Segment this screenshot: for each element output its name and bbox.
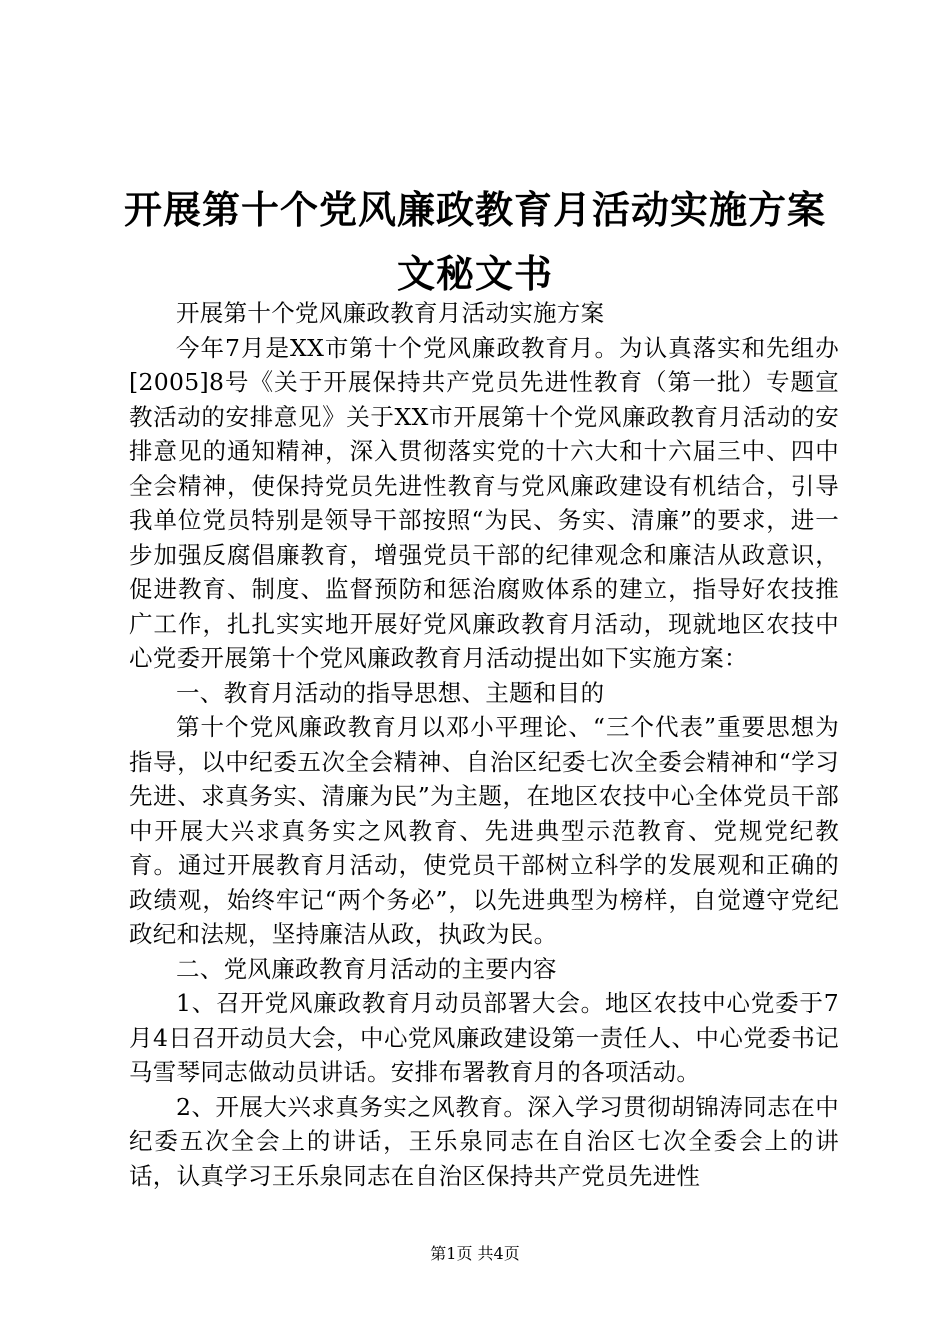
section-heading-2: 二、党风廉政教育月活动的主要内容 bbox=[176, 954, 557, 983]
document-title: 开展第十个党风廉政教育月活动实施方案文秘文书 bbox=[123, 188, 826, 296]
section-heading-1: 一、教育月活动的指导思想、主题和目的 bbox=[176, 678, 605, 707]
page-footer bbox=[0, 1244, 950, 1264]
paragraph-guiding-ideology: 第十个党风廉政教育月以邓小平理论、“三个代表”重要思想为指导，以中纪委五次全会精神、自治区纪委七次全委会精神和“学习先进、求真务实、清廉为民”为主题，在地区农技中心全体党员干部中开展大兴求真务实之风教育、先进典型示范教育、党规党纪教育。通过开展教育月活动，使党员干部树立科学的发展观和正确的政绩观，始终牢记“两个务必”，以先进典型为榜样，自觉遵守党纪政纪和法规，坚持廉洁从政，执政为民。 bbox=[129, 713, 839, 948]
page-number-label: 第1页 共4页 bbox=[430, 1244, 520, 1263]
paragraph-subtitle: 开展第十个党风廉政教育月活动实施方案 bbox=[176, 299, 605, 327]
document-body bbox=[129, 296, 839, 1193]
paragraph-item-2: 2、开展大兴求真务实之风教育。深入学习贯彻胡锦涛同志在中纪委五次全会上的讲话，王乐泉同志在自治区七次全委会上的讲话，认真学习王乐泉同志在自治区保持共产党员先进性 bbox=[129, 1092, 839, 1190]
paragraph-intro: 今年7月是XX市第十个党风廉政教育月。为认真落实和先组办[2005]8号《关于开展保持共产党员先进性教育（第一批）专题宣教活动的安排意见》关于XX市开展第十个党风廉政教育月活动的安排意见的通知精神，深入贯彻落实党的十六大和十六届三中、四中全会精神，使保持党员先进性教育与党风廉政建设有机结合，引导我单位党员特别是领导干部按照“为民、务实、清廉”的要求，进一步加强反腐倡廉教育，增强党员干部的纪律观念和廉洁从政意识，促进教育、制度、监督预防和惩治腐败体系的建立，指导好农技推广工作，扎扎实实地开展好党风廉政教育月活动，现就地区农技中心党委开展第十个党风廉政教育月活动提出如下实施方案： bbox=[129, 333, 839, 672]
paragraph-item-1: 1、召开党风廉政教育月动员部署大会。地区农技中心党委于7月4日召开动员大会，中心党风廉政建设第一责任人、中心党委书记马雪琴同志做动员讲话。安排布署教育月的各项活动。 bbox=[129, 989, 839, 1086]
